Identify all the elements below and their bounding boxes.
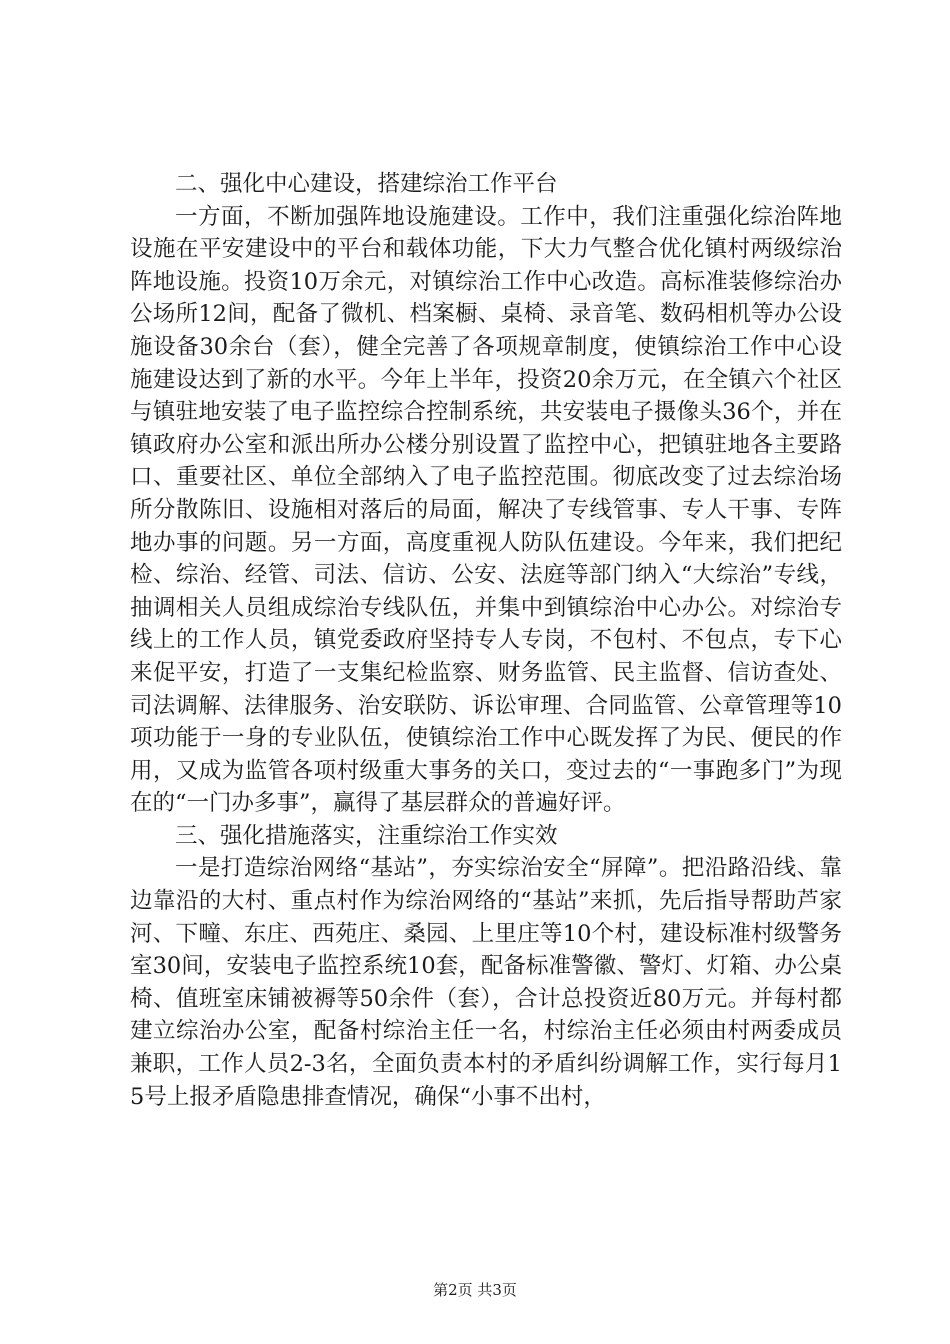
document-body	[130, 168, 842, 1113]
section-three-heading: 三、强化措施落实，注重综治工作实效	[175, 822, 558, 849]
section-two-paragraph: 一方面，不断加强阵地设施建设。工作中，我们注重强化综治阵地设施在平安建设中的平台和载体功能，下大力气整合优化镇村两级综治阵地设施。投资10万余元，对镇综治工作中心改造。高标准装修综治办公场所12间，配备了微机、档案橱、桌椅、录音笔、数码相机等办公设施设备30余台（套），健全完善了各项规章制度，使镇综治工作中心设施建设达到了新的水平。今年上半年，投资20余万元，在全镇六个社区与镇驻地安装了电子监控综合控制系统，共安装电子摄像头36个，并在镇政府办公室和派出所办公楼分别设置了监控中心，把镇驻地各主要路口、重要社区、单位全部纳入了电子监控范围。彻底改变了过去综治场所分散陈旧、设施相对落后的局面，解决了专线管事、专人干事、专阵地办事的问题。另一方面，高度重视人防队伍建设。今年来，我们把纪检、综治、经管、司法、信访、公安、法庭等部门纳入“大综治”专线，抽调相关人员组成综治专线队伍，并集中到镇综治中心办公。对综治专线上的工作人员，镇党委政府坚持专人专岗，不包村、不包点，专下心来促平安，打造了一支集纪检监察、财务监管、民主监督、信访查处、司法调解、法律服务、治安联防、诉讼审理、合同监管、公章管理等10项功能于一身的专业队伍，使镇综治工作中心既发挥了为民、便民的作用，又成为监管各项村级重大事务的关口，变过去的“一事跑多门”为现在的“一门办多事”，赢得了基层群众的普遍好评。	[130, 203, 842, 817]
section-two-heading: 二、强化中心建设，搭建综治工作平台	[175, 171, 558, 197]
page-footer: 第2页 共3页	[433, 1281, 517, 1299]
section-three-paragraph: 一是打造综治网络“基站”，夯实综治安全“屏障”。把沿路沿线、靠边靠沿的大村、重点村作为综治网络的“基站”来抓，先后指导帮助芦家河、下疃、东庄、西苑庄、桑园、上里庄等10个村，建设标准村级警务室30间，安装电子监控系统10套，配备标准警徽、警灯、灯箱、办公桌椅、值班室床铺被褥等50余件（套），合计总投资近80万元。并每村都建立综治办公室，配备村综治主任一名，村综治主任必须由村两委成员兼职，工作人员2-3名，全面负责本村的矛盾纠纷调解工作，实行每月15号上报矛盾隐患排查情况，确保“小事不出村，	[130, 855, 842, 1110]
